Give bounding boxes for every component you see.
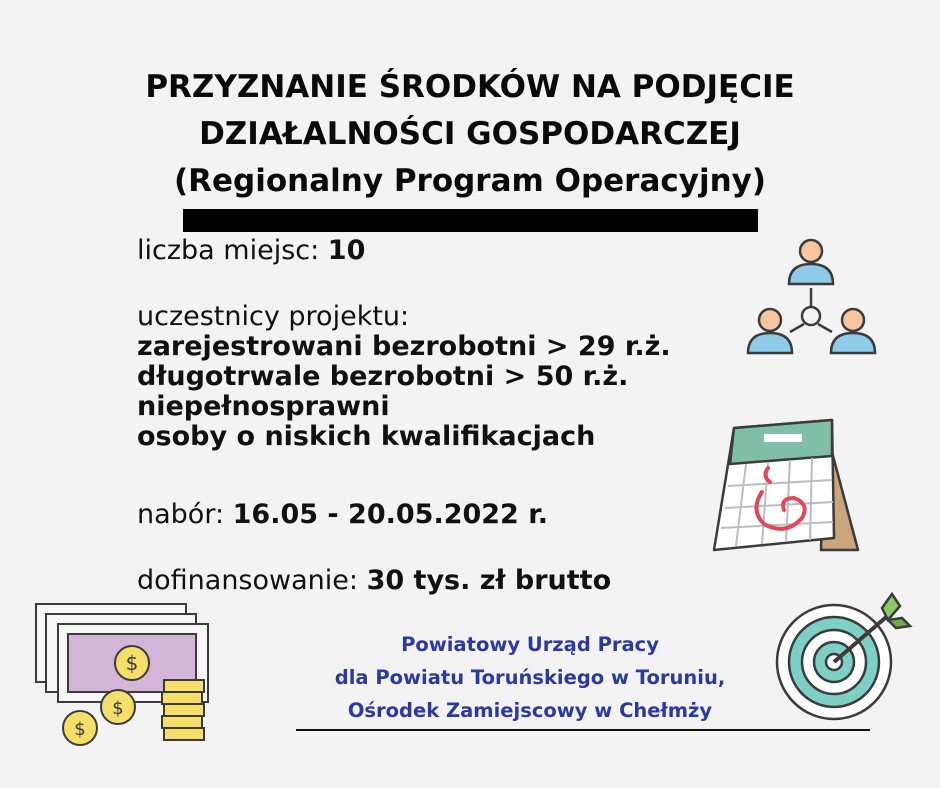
- participant-item: zarejestrowani bezrobotni > 29 r.ż.: [137, 331, 671, 362]
- calendar-icon: [706, 410, 866, 570]
- participant-item: niepełnosprawni: [137, 391, 390, 422]
- recruitment-row: [137, 500, 548, 530]
- places-row: [137, 236, 365, 266]
- title-line-1: PRZYZNANIE ŚRODKÓW NA PODJĘCIE: [145, 69, 795, 105]
- footer-line-2: dla Powiatu Toruńskiego w Toruniu,: [334, 666, 726, 689]
- title-line-3: (Regionalny Program Operacyjny): [173, 163, 767, 199]
- funding-row: [137, 566, 611, 596]
- svg-text:$: $: [125, 651, 139, 675]
- footer-line-3: Ośrodek Zamiejscowy w Chełmży: [347, 699, 713, 722]
- people-network-icon: [744, 236, 879, 358]
- participants-block: [137, 302, 671, 452]
- target-arrow-icon: [774, 592, 914, 732]
- money-coins-icon: [32, 602, 218, 752]
- footer-organization: [290, 628, 770, 727]
- participant-item: długotrwale bezrobotni > 50 r.ż.: [137, 361, 629, 392]
- title-divider-bar: [183, 209, 758, 232]
- footer-line-1: Powiatowy Urząd Pracy: [401, 633, 659, 656]
- participant-item: osoby o niskich kwalifikacjach: [137, 421, 596, 452]
- svg-text:$: $: [74, 719, 86, 740]
- svg-text:$: $: [112, 698, 124, 719]
- places-label: liczba miejsc:: [137, 235, 328, 266]
- participants-label: uczestnicy projektu:: [137, 301, 410, 332]
- places-value: 10: [327, 235, 366, 266]
- funding-label: dofinansowanie:: [137, 565, 367, 596]
- title-line-2: DZIAŁALNOŚCI GOSPODARCZEJ: [199, 116, 741, 152]
- funding-value: 30 tys. zł brutto: [366, 565, 612, 596]
- page-title: [70, 64, 870, 205]
- recruitment-label: nabór:: [137, 499, 233, 530]
- recruitment-value: 16.05 - 20.05.2022 r.: [232, 499, 548, 530]
